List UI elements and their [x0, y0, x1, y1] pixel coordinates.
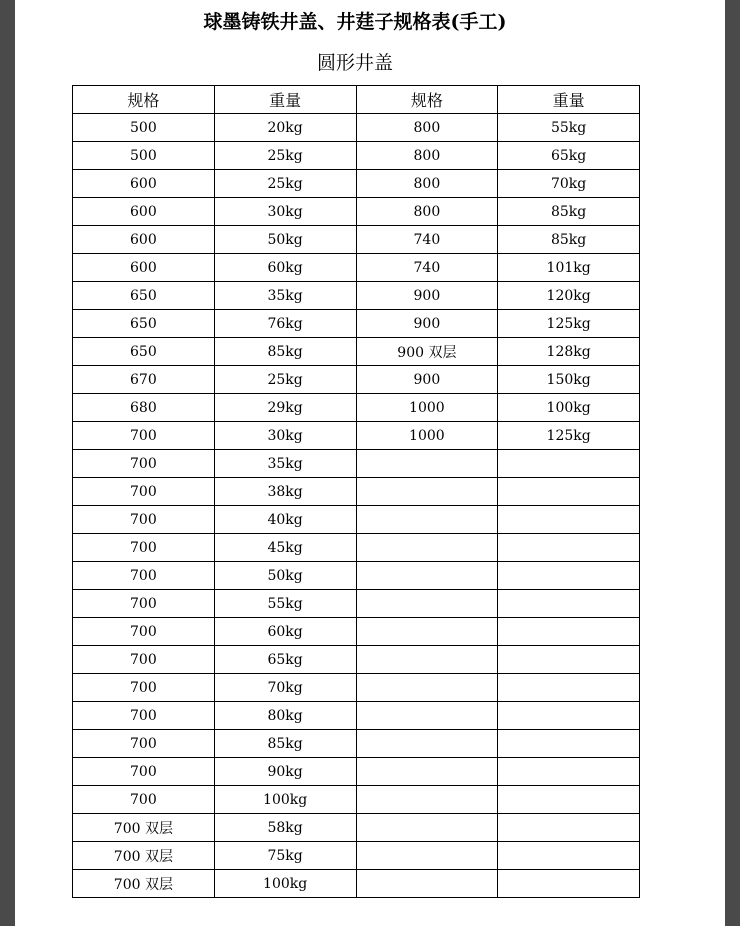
table-row: [73, 646, 640, 674]
cell-weight-1: 55kg: [214, 590, 356, 618]
cell-weight-1: 65kg: [214, 646, 356, 674]
cell-weight-1: 45kg: [214, 534, 356, 562]
table-row: [73, 226, 640, 254]
header-weight-2: 重量: [498, 86, 640, 114]
cell-spec-2: [356, 702, 498, 730]
cell-weight-1: 35kg: [214, 282, 356, 310]
table-row: [73, 394, 640, 422]
cell-spec-2: 900: [356, 366, 498, 394]
cell-weight-1: 40kg: [214, 506, 356, 534]
cell-weight-1: 50kg: [214, 226, 356, 254]
cell-weight-1: 60kg: [214, 618, 356, 646]
cell-weight-1: 35kg: [214, 450, 356, 478]
cell-weight-2: 65kg: [498, 142, 640, 170]
cell-weight-1: 76kg: [214, 310, 356, 338]
cell-spec-2: [356, 618, 498, 646]
cell-weight-2: [498, 590, 640, 618]
table-header-row: [73, 86, 640, 114]
cell-weight-1: 25kg: [214, 170, 356, 198]
cell-spec-2: [356, 814, 498, 842]
cell-weight-2: [498, 506, 640, 534]
table-row: [73, 674, 640, 702]
cell-weight-1: 30kg: [214, 422, 356, 450]
table-row: [73, 310, 640, 338]
cell-weight-1: 25kg: [214, 366, 356, 394]
cell-weight-1: 85kg: [214, 338, 356, 366]
cell-spec-1: 700: [73, 422, 215, 450]
cell-weight-2: 120kg: [498, 282, 640, 310]
cell-weight-1: 75kg: [214, 842, 356, 870]
table-row: [73, 114, 640, 142]
table-row: [73, 422, 640, 450]
table-row: [73, 730, 640, 758]
cell-weight-2: [498, 450, 640, 478]
table-row: [73, 814, 640, 842]
cell-spec-2: [356, 450, 498, 478]
cell-spec-1: 700 双层: [73, 814, 215, 842]
cell-spec-2: [356, 674, 498, 702]
cell-spec-2: 1000: [356, 422, 498, 450]
table-row: [73, 870, 640, 898]
cell-spec-2: [356, 562, 498, 590]
cell-weight-2: [498, 646, 640, 674]
cell-weight-2: 101kg: [498, 254, 640, 282]
cell-weight-2: [498, 674, 640, 702]
cell-spec-1: 600: [73, 170, 215, 198]
cell-spec-1: 670: [73, 366, 215, 394]
cell-weight-1: 85kg: [214, 730, 356, 758]
cell-spec-1: 700: [73, 478, 215, 506]
cell-weight-2: 85kg: [498, 198, 640, 226]
cell-weight-2: 125kg: [498, 310, 640, 338]
cell-weight-1: 60kg: [214, 254, 356, 282]
cell-spec-2: [356, 730, 498, 758]
cell-spec-2: 900: [356, 310, 498, 338]
cell-weight-2: 55kg: [498, 114, 640, 142]
cell-spec-1: 500: [73, 142, 215, 170]
cell-weight-2: 85kg: [498, 226, 640, 254]
table-row: [73, 786, 640, 814]
table-row: [73, 842, 640, 870]
cell-spec-1: 700: [73, 646, 215, 674]
table-row: [73, 450, 640, 478]
cell-spec-1: 700 双层: [73, 870, 215, 898]
cell-spec-2: [356, 590, 498, 618]
cell-weight-1: 70kg: [214, 674, 356, 702]
cell-spec-1: 700 双层: [73, 842, 215, 870]
table-row: [73, 170, 640, 198]
cell-spec-2: 800: [356, 198, 498, 226]
cell-spec-1: 700: [73, 758, 215, 786]
cell-weight-2: 150kg: [498, 366, 640, 394]
table-body: [73, 114, 640, 898]
table-row: [73, 590, 640, 618]
cell-spec-2: [356, 506, 498, 534]
table-row: [73, 198, 640, 226]
cell-weight-2: [498, 478, 640, 506]
spec-table: [72, 85, 640, 898]
cell-spec-1: 700: [73, 730, 215, 758]
cell-weight-2: 128kg: [498, 338, 640, 366]
table-row: [73, 702, 640, 730]
cell-weight-2: [498, 618, 640, 646]
table-row: [73, 338, 640, 366]
cell-spec-1: 600: [73, 254, 215, 282]
header-weight-1: 重量: [214, 86, 356, 114]
cell-weight-1: 29kg: [214, 394, 356, 422]
cell-weight-1: 50kg: [214, 562, 356, 590]
cell-weight-1: 80kg: [214, 702, 356, 730]
table-row: [73, 366, 640, 394]
cell-spec-1: 650: [73, 338, 215, 366]
table-row: [73, 142, 640, 170]
cell-spec-1: 700: [73, 562, 215, 590]
cell-weight-1: 100kg: [214, 786, 356, 814]
cell-spec-1: 700: [73, 618, 215, 646]
cell-weight-2: [498, 702, 640, 730]
cell-spec-1: 700: [73, 506, 215, 534]
table-row: [73, 562, 640, 590]
cell-spec-2: [356, 842, 498, 870]
cell-spec-1: 700: [73, 786, 215, 814]
cell-weight-1: 90kg: [214, 758, 356, 786]
section-title: 圆形井盖: [316, 52, 393, 74]
cell-spec-2: 800: [356, 114, 498, 142]
cell-weight-1: 58kg: [214, 814, 356, 842]
table-row: [73, 254, 640, 282]
cell-spec-2: 800: [356, 142, 498, 170]
cell-spec-2: 740: [356, 254, 498, 282]
header-spec-2: 规格: [356, 86, 498, 114]
cell-weight-2: 70kg: [498, 170, 640, 198]
cell-spec-1: 650: [73, 282, 215, 310]
table-row: [73, 506, 640, 534]
cell-spec-2: [356, 758, 498, 786]
cell-spec-2: 900 双层: [356, 338, 498, 366]
cell-spec-1: 700: [73, 702, 215, 730]
cell-spec-1: 700: [73, 674, 215, 702]
cell-weight-2: [498, 842, 640, 870]
cell-weight-2: [498, 562, 640, 590]
cell-spec-2: [356, 786, 498, 814]
cell-spec-2: [356, 870, 498, 898]
cell-spec-2: 1000: [356, 394, 498, 422]
table-row: [73, 534, 640, 562]
table-row: [73, 758, 640, 786]
table-row: [73, 478, 640, 506]
cell-spec-2: [356, 646, 498, 674]
cell-weight-1: 20kg: [214, 114, 356, 142]
cell-weight-2: [498, 870, 640, 898]
cell-weight-2: [498, 814, 640, 842]
cell-spec-1: 600: [73, 226, 215, 254]
cell-weight-1: 25kg: [214, 142, 356, 170]
cell-spec-1: 500: [73, 114, 215, 142]
cell-weight-1: 100kg: [214, 870, 356, 898]
cell-spec-1: 600: [73, 198, 215, 226]
cell-weight-2: 125kg: [498, 422, 640, 450]
cell-weight-2: [498, 758, 640, 786]
cell-weight-1: 30kg: [214, 198, 356, 226]
cell-weight-2: [498, 786, 640, 814]
cell-spec-2: 800: [356, 170, 498, 198]
cell-spec-1: 650: [73, 310, 215, 338]
cell-weight-2: 100kg: [498, 394, 640, 422]
cell-weight-2: [498, 730, 640, 758]
cell-spec-1: 700: [73, 590, 215, 618]
cell-spec-2: [356, 478, 498, 506]
cell-spec-2: [356, 534, 498, 562]
cell-spec-1: 680: [73, 394, 215, 422]
cell-spec-2: 740: [356, 226, 498, 254]
table-row: [73, 282, 640, 310]
table-row: [73, 618, 640, 646]
cell-spec-1: 700: [73, 534, 215, 562]
document-title: 球墨铸铁井盖、井莛子规格表(手工): [203, 11, 507, 33]
header-spec-1: 规格: [73, 86, 215, 114]
cell-spec-2: 900: [356, 282, 498, 310]
cell-weight-2: [498, 534, 640, 562]
cell-spec-1: 700: [73, 450, 215, 478]
cell-weight-1: 38kg: [214, 478, 356, 506]
